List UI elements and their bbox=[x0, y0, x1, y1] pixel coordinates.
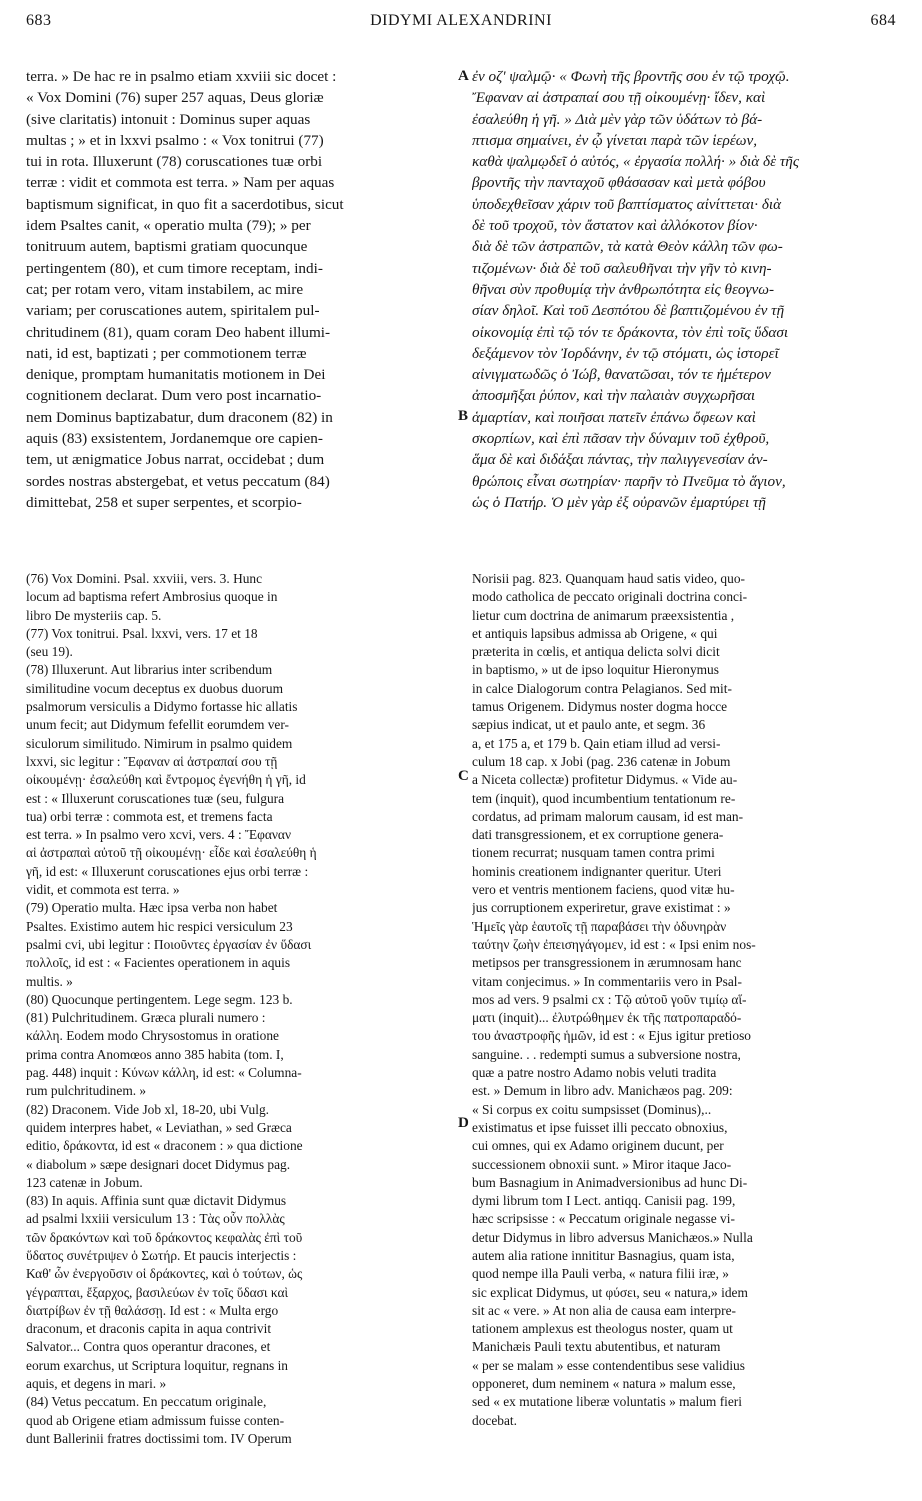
footnote-line: sæpius indicat, ut et paulo ante, et segm. 36 bbox=[472, 717, 706, 733]
main-text-latin-column bbox=[26, 66, 456, 513]
footnote-line: bum Basnagium in Animadversionibus ad hunc Di- bbox=[472, 1174, 748, 1190]
footnote-line: locum ad baptisma refert Ambrosius quoque in bbox=[26, 589, 278, 605]
footnote-line: dunt Ballerinii fratres doctissimi tom. IV Operum bbox=[26, 1430, 292, 1446]
footnote-line: libro De mysteriis cap. 5. bbox=[26, 607, 162, 623]
footnote-line: (79) Operatio multa. Hæc ipsa verba non habet bbox=[26, 900, 278, 916]
footnote-line: a Niceta collectæ) profitetur Didymus. « Vide au- bbox=[472, 772, 738, 788]
footnote-line: ὕδατος συνέτριψεν ὁ Σωτήρ. Et paucis interjectis : bbox=[26, 1247, 297, 1263]
text-line: pertingentem (80), et cum timore receptam, indi- bbox=[26, 259, 323, 277]
footnote-line: sanguine. . . redempti sumus a subversione nostra, bbox=[472, 1046, 741, 1062]
footnote-line: modo catholica de peccato originali doctrina conci- bbox=[472, 589, 748, 605]
footnote-line: tamus Origenem. Didymus noster dogma hocce bbox=[472, 699, 728, 715]
footnote-line: « Si corpus ex coitu sumpsisset (Dominus),.. bbox=[472, 1101, 712, 1117]
footnote-line: unum fecit; aut Didymum fefellit eorumdem ver- bbox=[26, 717, 290, 733]
text-line: cat; per rotam vero, vitam instabilem, ac mire bbox=[26, 280, 304, 298]
text-line: chritudinem (81), quam coram Deo habent illumi- bbox=[26, 323, 331, 341]
footnote-line: sic explicat Didymus, ut φύσει, seu « natura,» idem bbox=[472, 1284, 748, 1300]
margin-letter-b: B bbox=[458, 408, 469, 424]
footnote-line: ταύτην ζωὴν ἐπεισηγάγομεν, id est : « Ipsi enim nos- bbox=[472, 936, 756, 952]
page-number-right: 684 bbox=[870, 12, 896, 29]
text-line: tonitruum autem, baptismi gratiam quocunque bbox=[26, 238, 308, 256]
text-line: multas ; » et in lxxvi psalmo : « Vox tonitrui (77) bbox=[26, 131, 324, 149]
text-line: βροντῆς τὴν πανταχοῦ φθάσασαν καὶ μετὰ φόβου bbox=[472, 174, 766, 192]
footnote-line: Norisii pag. 823. Quanquam haud satis video, quo- bbox=[472, 571, 745, 586]
footnote-line: « per se malam » esse contendentibus sese validius bbox=[472, 1357, 745, 1373]
footnote-line: hominis creationem indignanter queritur. Uteri bbox=[472, 863, 722, 879]
footnote-line: (81) Pulchritudinem. Græca plurali numero : bbox=[26, 1010, 266, 1026]
footnote-line: et antiquis lapsibus admissa ab Origene, « qui bbox=[472, 625, 718, 641]
footnote-line: aquis, et degens in mari. » bbox=[26, 1376, 167, 1392]
footnote-line: editio, δράκοντα, id est « draconem : » qua dictione bbox=[26, 1138, 303, 1154]
footnote-line: vero et ventris mentionem faciens, quod vitæ hu- bbox=[472, 882, 735, 898]
footnote-line: hæc scripsisse : « Peccatum originale negasse vi- bbox=[472, 1211, 735, 1227]
footnote-line: metipsos per transgressionem in ærumnosam hanc bbox=[472, 955, 742, 971]
text-line: dimittebat, 258 et super serpentes, et scorpio- bbox=[26, 493, 302, 511]
footnote-line: præterita in cœlis, et antiqua delicta solvi dicit bbox=[472, 644, 720, 660]
footnote-line: psalmorum versiculis a Didymo fortasse hic allatis bbox=[26, 699, 298, 715]
footnote-line: similitudine vocum deceptus ex duobus duorum bbox=[26, 680, 283, 696]
footnotes-left-column bbox=[26, 570, 456, 1448]
footnote-line: ad psalmi lxxiii versiculum 13 : Τὰς οὖν πολλὰς bbox=[26, 1211, 285, 1227]
text-line: idem Psaltes canit, « operatio multa (79); » per bbox=[26, 217, 311, 235]
running-title: DIDYMI ALEXANDRINI bbox=[370, 12, 552, 29]
footnote-line: Καθ' ὧν ἐνεργοῦσιν οἱ δράκοντες, καὶ ὁ τούτων, ὡς bbox=[26, 1266, 303, 1282]
footnote-line: lxxvi, sic legitur : Ἔφαναν αἱ ἀστραπαί σου τῇ bbox=[26, 753, 278, 769]
text-line: nem Dominus baptizabatur, dum draconem (82) in bbox=[26, 408, 333, 426]
text-line: δεξάμενον τὸν Ἰορδάνην, ἐν τῷ στόματι, ὡς ἱστορεῖ bbox=[472, 344, 779, 362]
text-line: δὲ τοῦ τροχοῦ, τὸν ἄστατον καὶ ἀλλόκοτον βίον· bbox=[472, 217, 758, 235]
footnote-line: est terra. » In psalmo vero xcvi, vers. 4 : Ἔφαναν bbox=[26, 827, 292, 843]
footnote-line: siculorum similitudo. Nimirum in psalmo quidem bbox=[26, 735, 293, 751]
text-line: αἰνιγματωδῶς ὁ Ἰώβ, θανατῶσαι, τόν τε ἡμέτερον bbox=[472, 366, 771, 384]
text-line: σίαν δηλοῖ. Καὶ τοῦ Δεσπότου δὲ βαπτιζομένου ἐν τῇ bbox=[472, 302, 785, 320]
text-line: (sive claritatis) intonuit : Dominus super aquas bbox=[26, 110, 311, 128]
footnote-line: Salvator... Contra quos operantur dracones, et bbox=[26, 1339, 271, 1355]
text-line: οἰκονομίᾳ ἐπὶ τῷ τόν τε δράκοντα, τὸν ἐπὶ τοῖς ὕδασι bbox=[472, 323, 789, 341]
text-line: terræ : vidit et commota est terra. » Nam per aquas bbox=[26, 174, 335, 192]
footnote-line: est. » Demum in libro adv. Manichæos pag. 209: bbox=[472, 1083, 733, 1099]
footnote-line: vitam conjecimus. » In commentariis vero in Psal- bbox=[472, 973, 742, 989]
footnote-line: (83) In aquis. Affinia sunt quæ dictavit Didymus bbox=[26, 1193, 287, 1209]
text-line: θῆναι σὺν προθυμίᾳ τὴν ἀνθρωπότητα εἰς θεογνω- bbox=[472, 280, 775, 298]
footnote-line: tationem amplexus est theologus noster, quam ut bbox=[472, 1321, 733, 1337]
text-line: cognitionem declarat. Dum vero post incarnatio- bbox=[26, 387, 322, 405]
footnote-line: Manichæis Pauli textu abutentibus, et naturam bbox=[472, 1339, 721, 1355]
text-line: « Vox Domini (76) super 257 aquas, Deus gloriæ bbox=[26, 89, 324, 107]
footnote-line: (82) Draconem. Vide Job xl, 18-20, ubi Vulg. bbox=[26, 1101, 269, 1117]
footnote-line: in baptismo, » ut de ipso loquitur Hieronymus bbox=[472, 662, 719, 678]
footnote-line: rum pulchritudinem. » bbox=[26, 1083, 147, 1099]
footnote-line: mos ad vers. 9 psalmi cx : Τῷ αὐτοῦ γοῦν τιμίῳ αἵ- bbox=[472, 991, 747, 1007]
text-line: τιζομένων· διὰ δὲ τοῦ σαλευθῆναι τὴν γῆν τὸ κινη- bbox=[472, 259, 772, 277]
main-text-greek-column bbox=[472, 66, 898, 513]
text-line: tem, ut ænigmatice Jobus narrat, occidebat ; dum bbox=[26, 451, 325, 469]
text-line: σκορπίων, καὶ ἐπὶ πᾶσαν τὴν δύναμιν τοῦ ἐχθροῦ, bbox=[472, 430, 770, 448]
footnote-line: psalmi cvi, ubi legitur : Ποιοῦντες ἐργασίαν ἐν ὕδασι bbox=[26, 936, 312, 952]
footnote-line: est : « Illuxerunt coruscationes tuæ (seu, fulgura bbox=[26, 790, 285, 806]
footnote-line: in calce Dialogorum contra Pelagianos. Sed mit- bbox=[472, 680, 732, 696]
text-line: ὡς ὁ Πατήρ. Ὁ μὲν γὰρ ἐξ οὐρανῶν ἐμαρτύρει τῇ bbox=[472, 493, 766, 511]
footnote-line: quod ab Origene etiam admissum fuisse conten- bbox=[26, 1412, 285, 1428]
footnote-line: κάλλη. Eodem modo Chrysostomus in oratione bbox=[26, 1028, 279, 1044]
footnote-line: sed « ex mutatione liberæ voluntatis » malum fieri bbox=[472, 1394, 742, 1410]
footnote-line: διατρίβων ἐν τῇ θαλάσσῃ. Id est : « Multa ergo bbox=[26, 1302, 279, 1318]
footnote-line: lietur cum doctrina de animarum præexsistentia , bbox=[472, 607, 735, 623]
footnote-line: γέγραπται, ἔξαρχος, βασιλεύων ἐν τοῖς ὕδασι καὶ bbox=[26, 1284, 289, 1300]
footnote-line: draconum, et draconis capita in aqua contrivit bbox=[26, 1321, 272, 1337]
footnote-line: autem alia ratione innititur Basnagius, quam ista, bbox=[472, 1247, 735, 1263]
margin-letter-d: D bbox=[458, 1115, 469, 1131]
text-line: ὑποδεχθεῖσαν χάριν τοῦ βαπτίσματος αἰνίττεται· διὰ bbox=[472, 195, 782, 213]
footnote-line: docebat. bbox=[472, 1412, 517, 1428]
text-line: ἅμα δὲ καὶ διδάξαι πάντας, τὴν παλιγγενεσίαν ἀν- bbox=[472, 451, 768, 469]
footnote-line: (78) Illuxerunt. Aut librarius inter scribendum bbox=[26, 662, 273, 678]
text-line: nati, id est, baptizati ; per commotionem terræ bbox=[26, 344, 307, 362]
footnote-line: Ἡμεῖς γὰρ ἑαυτοῖς τῇ παραβάσει τὴν ὀδυνηρὰν bbox=[472, 918, 727, 934]
footnote-line: multis. » bbox=[26, 973, 73, 989]
footnote-line: (seu 19). bbox=[26, 644, 73, 660]
footnote-line: tionem recurrat; nusquam tamen contra primi bbox=[472, 845, 715, 861]
text-line: aquis (83) exsistentem, Jordanemque ore capien- bbox=[26, 430, 323, 448]
margin-letter-c: C bbox=[458, 768, 469, 784]
footnote-line: cordatus, ad primam malorum causam, id est man- bbox=[472, 808, 744, 824]
footnote-line: dymi librum tom I Lect. antiqq. Canisii pag. 199, bbox=[472, 1193, 736, 1209]
text-line: θρώποις εἶναι σωτηρίαν· παρῆν τὸ Πνεῦμα τὸ ἅγιον, bbox=[472, 472, 786, 490]
footnote-line: Psaltes. Existimo autem hic respici versiculum 23 bbox=[26, 918, 293, 934]
footnote-line: dati transgressionem, et ex corruptione genera- bbox=[472, 827, 724, 843]
footnote-line: (84) Vetus peccatum. En peccatum originale, bbox=[26, 1394, 267, 1410]
text-line: variam; per coruscationes autem, spiritalem pul- bbox=[26, 302, 320, 320]
text-line: διὰ δὲ τῶν ἀστραπῶν, τὰ κατὰ Θεὸν κάλλη τῶν φω- bbox=[472, 238, 783, 256]
footnote-line: detur Didymus in libro adversus Manichæos.» Nulla bbox=[472, 1229, 753, 1245]
footnote-line: prima contra Anomœos anno 385 habita (tom. I, bbox=[26, 1046, 284, 1062]
footnote-line: ματι (inquit)... ἐλυτρώθημεν ἐκ τῆς πατροπαραδό- bbox=[472, 1010, 742, 1026]
text-line: ἐν οζ' ψαλμῷ· « Φωνὴ τῆς βροντῆς σου ἐν τῷ τροχῷ. bbox=[472, 68, 790, 85]
page-number-left: 683 bbox=[26, 12, 52, 29]
footnote-line: vidit, et commota est terra. » bbox=[26, 882, 180, 898]
text-line: sordes nostras abstergebat, et vetus peccatum (84) bbox=[26, 472, 330, 490]
footnote-line: quidem interpres habet, « Leviathan, » sed Græca bbox=[26, 1119, 292, 1135]
footnote-line: quod nempe illa Pauli verba, « natura filii iræ, » bbox=[472, 1266, 729, 1282]
margin-letter-a: A bbox=[458, 68, 469, 84]
text-line: terra. » De hac re in psalmo etiam xxviii sic docet : bbox=[26, 68, 337, 85]
footnote-line: existimatus et ipse fuisset illi peccato obnoxius, bbox=[472, 1119, 728, 1135]
footnotes-right-column bbox=[472, 570, 898, 1430]
footnote-line: αἱ ἀστραπαὶ αὐτοῦ τῇ οἰκουμένῃ· εἶδε καὶ ἐσαλεύθη ἡ bbox=[26, 845, 317, 861]
footnote-line: οἰκουμένῃ· ἐσαλεύθη καὶ ἔντρομος ἐγενήθη ἡ γῆ, id bbox=[26, 772, 306, 788]
text-line: tui in rota. Illuxerunt (78) coruscationes tuæ orbi bbox=[26, 153, 323, 171]
text-line: Ἔφαναν αἱ ἀστραπαί σου τῇ οἰκουμένῃ· ἴδεν, καὶ bbox=[472, 89, 766, 107]
text-line: ἐσαλεύθη ἡ γῆ. » Διὰ μὲν γὰρ τῶν ὑδάτων τὸ βά- bbox=[472, 110, 763, 128]
footnote-line: του ἀναστροφῆς ἡμῶν, id est : « Ejus igitur pretioso bbox=[472, 1028, 751, 1044]
footnote-line: (80) Quocunque pertingentem. Lege segm. 123 b. bbox=[26, 991, 293, 1007]
text-line: ἀποσμῆξαι ῥύπον, καὶ τὴν παλαιὰν συγχωρῆσαι bbox=[472, 387, 756, 405]
footnote-line: opponeret, dum neminem « natura » malum esse, bbox=[472, 1376, 736, 1392]
footnote-line: tem (inquit), quod incumbentium tentationum re- bbox=[472, 790, 736, 806]
text-line: ἁμαρτίαν, καὶ ποιῆσαι πατεῖν ἐπάνω ὄφεων καὶ bbox=[472, 408, 756, 426]
footnote-line: 123 catenæ in Jobum. bbox=[26, 1174, 143, 1190]
footnote-line: (76) Vox Domini. Psal. xxviii, vers. 3. Hunc bbox=[26, 571, 263, 586]
text-line: καθὰ ψαλμῳδεῖ ὁ αὐτός, « ἐργασία πολλή· » διὰ δὲ τῆς bbox=[472, 153, 799, 171]
footnote-line: πολλοῖς, id est : « Facientes operationem in aquis bbox=[26, 955, 291, 971]
text-line: baptismum significat, in quo fit a sacerdotibus, sicut bbox=[26, 195, 344, 213]
footnote-line: pag. 448) inquit : Κύνων κάλλη, id est: « Columna- bbox=[26, 1065, 302, 1081]
footnote-line: tua) orbi terræ : commota est, et tremens facta bbox=[26, 808, 273, 824]
footnote-line: « diabolum » sæpe designari docet Didymus pag. bbox=[26, 1156, 291, 1172]
text-line: πτισμα σημαίνει, ἐν ᾧ γίνεται παρὰ τῶν ἱερέων, bbox=[472, 131, 757, 149]
footnote-line: (77) Vox tonitrui. Psal. lxxvi, vers. 17 et 18 bbox=[26, 625, 258, 641]
footnote-line: quæ a patre nostro Adamo nobis veluti tradita bbox=[472, 1065, 717, 1081]
footnote-line: jus corruptionem experiretur, grave existimat : » bbox=[472, 900, 731, 916]
footnote-line: eorum exarchus, ut Scriptura loquitur, regnans in bbox=[26, 1357, 288, 1373]
footnote-line: culum 18 cap. x Jobi (pag. 236 catenæ in Jobum bbox=[472, 753, 731, 769]
footnote-line: successionem obnoxii sunt. » Miror itaque Jaco- bbox=[472, 1156, 732, 1172]
footnote-line: τῶν δρακόντων καὶ τοῦ δράκοντος κεφαλὰς ἐπὶ τοῦ bbox=[26, 1229, 303, 1245]
footnote-line: sit ac « vere. » At non alia de causa eam interpre- bbox=[472, 1302, 736, 1318]
page-header bbox=[26, 8, 896, 34]
text-line: denique, promptam humanitatis motionem in Dei bbox=[26, 366, 326, 384]
footnote-line: γῆ, id est: « Illuxerunt coruscationes ejus orbi terræ : bbox=[26, 863, 309, 879]
footnote-line: cui omnes, qui ex Adamo originem ducunt, per bbox=[472, 1138, 724, 1154]
footnote-line: a, et 175 a, et 179 b. Qain etiam illud ad versi- bbox=[472, 735, 721, 751]
